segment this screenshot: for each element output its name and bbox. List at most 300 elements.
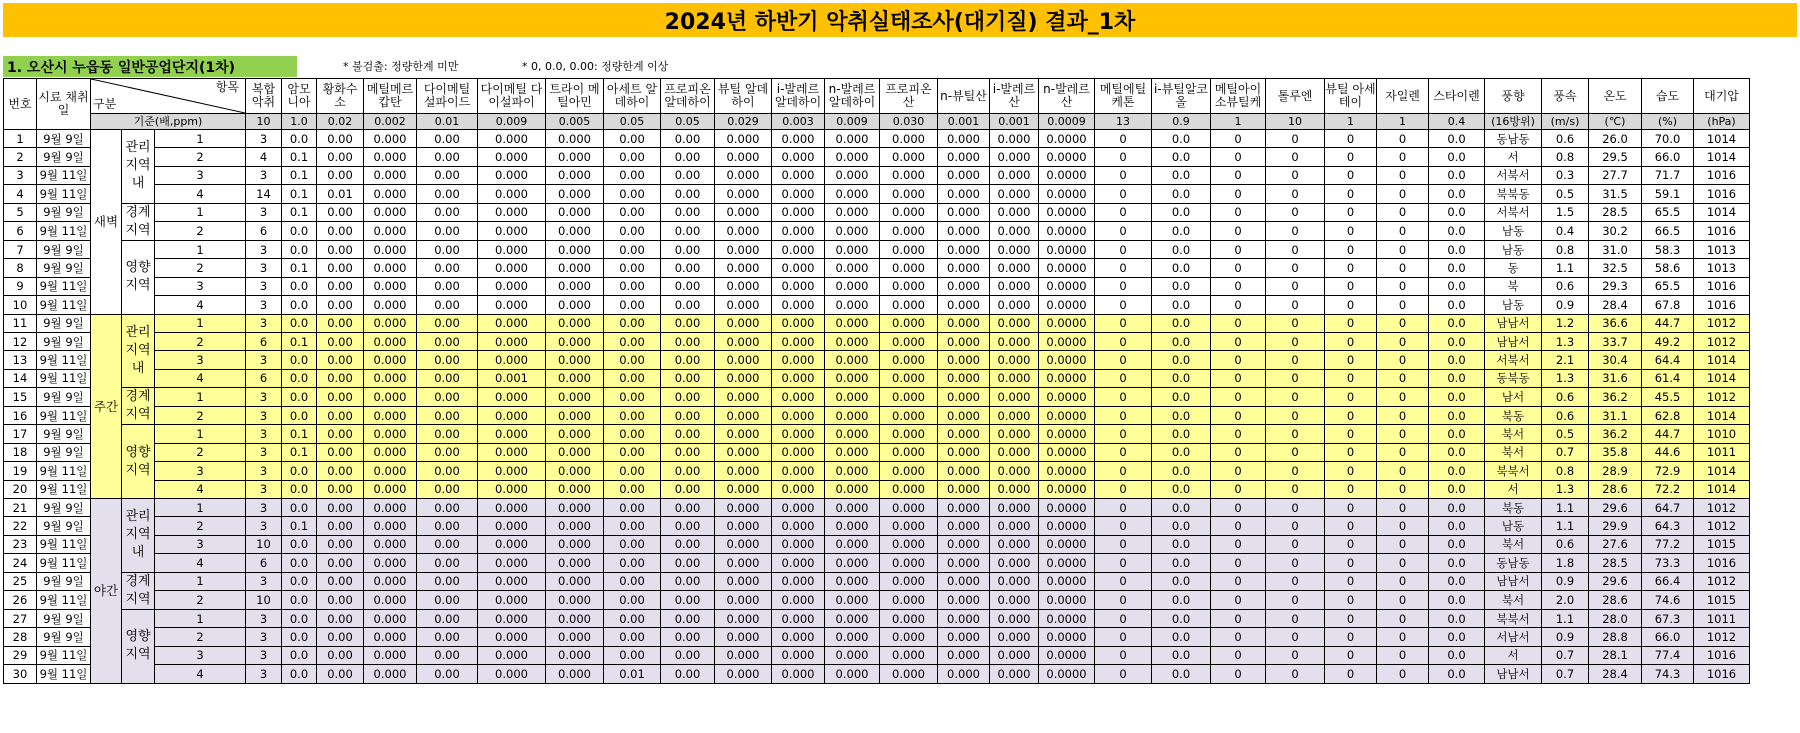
- row-value-17: 0.0: [1152, 166, 1211, 184]
- row-value-17: 0.0: [1152, 277, 1211, 295]
- row-value-22: 0.0: [1429, 203, 1485, 222]
- row-value-8: 0.00: [661, 535, 715, 553]
- row-no: 12: [4, 332, 37, 350]
- row-value-19: 0: [1266, 554, 1325, 572]
- row-value-13: 0.000: [938, 277, 990, 295]
- row-value-16: 0: [1095, 351, 1152, 369]
- row-value-6: 0.000: [546, 443, 604, 461]
- row-value-24: 1.1: [1542, 609, 1589, 627]
- row-value-21: 0: [1377, 628, 1429, 646]
- standard-value-11: 0.009: [825, 114, 880, 130]
- row-value-22: 0.0: [1429, 240, 1485, 258]
- row-value-7: 0.00: [604, 351, 661, 369]
- row-value-4: 0.00: [417, 148, 478, 166]
- row-value-2: 0.00: [317, 332, 364, 350]
- row-value-0: 4: [246, 148, 282, 166]
- row-date: 9월 9일: [37, 203, 91, 222]
- row-value-5: 0.000: [478, 240, 546, 258]
- row-value-16: 0: [1095, 185, 1152, 203]
- row-value-7: 0.00: [604, 277, 661, 295]
- row-value-23: 북동: [1485, 406, 1542, 425]
- row-value-14: 0.000: [990, 332, 1039, 350]
- row-value-10: 0.000: [772, 185, 825, 203]
- row-value-12: 0.000: [880, 314, 938, 332]
- row-value-4: 0.00: [417, 517, 478, 535]
- row-value-15: 0.0000: [1039, 499, 1095, 517]
- row-value-7: 0.00: [604, 166, 661, 184]
- row-value-16: 0: [1095, 480, 1152, 498]
- row-value-2: 0.00: [317, 480, 364, 498]
- row-value-13: 0.000: [938, 388, 990, 407]
- row-value-10: 0.000: [772, 240, 825, 258]
- row-value-0: 10: [246, 535, 282, 553]
- row-value-18: 0: [1211, 462, 1266, 480]
- row-value-17: 0.0: [1152, 406, 1211, 425]
- row-value-17: 0.0: [1152, 222, 1211, 241]
- row-value-9: 0.000: [715, 314, 772, 332]
- row-value-26: 77.2: [1642, 535, 1694, 553]
- table-row: [4, 203, 1750, 222]
- row-value-23: 동남동: [1485, 554, 1542, 572]
- row-value-0: 3: [246, 259, 282, 277]
- row-value-3: 0.000: [364, 535, 417, 553]
- row-value-18: 0: [1211, 609, 1266, 627]
- row-value-5: 0.000: [478, 222, 546, 241]
- row-value-11: 0.000: [825, 130, 880, 148]
- row-value-8: 0.00: [661, 203, 715, 222]
- row-value-4: 0.00: [417, 462, 478, 480]
- row-value-16: 0: [1095, 166, 1152, 184]
- row-value-11: 0.000: [825, 388, 880, 407]
- row-value-23: 남동: [1485, 240, 1542, 258]
- row-value-1: 0.0: [282, 351, 317, 369]
- row-date: 9월 11일: [37, 277, 91, 295]
- row-value-3: 0.000: [364, 628, 417, 646]
- row-value-16: 0: [1095, 425, 1152, 443]
- row-value-1: 0.0: [282, 462, 317, 480]
- row-value-18: 0: [1211, 222, 1266, 241]
- row-value-24: 1.3: [1542, 332, 1589, 350]
- row-value-20: 0: [1325, 277, 1377, 295]
- row-value-14: 0.000: [990, 572, 1039, 591]
- row-value-5: 0.000: [478, 277, 546, 295]
- row-point: 4: [155, 185, 246, 203]
- row-value-16: 0: [1095, 130, 1152, 148]
- row-value-24: 0.6: [1542, 130, 1589, 148]
- row-value-21: 0: [1377, 296, 1429, 314]
- row-value-21: 0: [1377, 240, 1429, 258]
- table-row: [4, 609, 1750, 627]
- row-date: 9월 9일: [37, 314, 91, 332]
- row-value-12: 0.000: [880, 166, 938, 184]
- row-point: 4: [155, 296, 246, 314]
- row-value-4: 0.00: [417, 296, 478, 314]
- row-value-13: 0.000: [938, 148, 990, 166]
- row-value-16: 0: [1095, 609, 1152, 627]
- row-value-15: 0.0000: [1039, 296, 1095, 314]
- row-value-22: 0.0: [1429, 166, 1485, 184]
- row-value-12: 0.000: [880, 554, 938, 572]
- row-value-26: 65.5: [1642, 203, 1694, 222]
- row-value-3: 0.000: [364, 332, 417, 350]
- row-value-9: 0.000: [715, 277, 772, 295]
- row-value-22: 0.0: [1429, 388, 1485, 407]
- row-value-0: 3: [246, 314, 282, 332]
- row-no: 4: [4, 185, 37, 203]
- row-point: 2: [155, 259, 246, 277]
- row-value-2: 0.00: [317, 499, 364, 517]
- row-value-1: 0.0: [282, 314, 317, 332]
- row-value-13: 0.000: [938, 259, 990, 277]
- row-point: 1: [155, 499, 246, 517]
- row-point: 1: [155, 609, 246, 627]
- row-value-16: 0: [1095, 517, 1152, 535]
- row-value-3: 0.000: [364, 148, 417, 166]
- row-value-0: 3: [246, 203, 282, 222]
- row-value-18: 0: [1211, 314, 1266, 332]
- standard-value-23: (16방위): [1485, 114, 1542, 130]
- row-value-17: 0.0: [1152, 628, 1211, 646]
- standard-value-9: 0.029: [715, 114, 772, 130]
- row-value-3: 0.000: [364, 130, 417, 148]
- row-value-13: 0.000: [938, 554, 990, 572]
- row-value-26: 66.0: [1642, 148, 1694, 166]
- row-value-11: 0.000: [825, 535, 880, 553]
- row-value-18: 0: [1211, 646, 1266, 664]
- row-value-18: 0: [1211, 406, 1266, 425]
- standard-value-2: 0.02: [317, 114, 364, 130]
- table-row: [4, 591, 1750, 610]
- row-value-7: 0.00: [604, 130, 661, 148]
- standard-value-27: (hPa): [1694, 114, 1750, 130]
- header-col-5: 다이메틸 다이설파이: [478, 79, 546, 114]
- row-value-10: 0.000: [772, 665, 825, 683]
- row-value-6: 0.000: [546, 628, 604, 646]
- row-value-21: 0: [1377, 351, 1429, 369]
- row-value-19: 0: [1266, 609, 1325, 627]
- row-value-20: 0: [1325, 499, 1377, 517]
- row-date: 9월 9일: [37, 332, 91, 350]
- row-value-9: 0.000: [715, 443, 772, 461]
- row-value-17: 0.0: [1152, 480, 1211, 498]
- row-value-4: 0.00: [417, 332, 478, 350]
- row-value-11: 0.000: [825, 222, 880, 241]
- row-value-5: 0.000: [478, 351, 546, 369]
- table-row: [4, 222, 1750, 241]
- row-value-25: 29.3: [1589, 277, 1642, 295]
- row-value-24: 2.0: [1542, 591, 1589, 610]
- row-value-17: 0.0: [1152, 591, 1211, 610]
- row-date: 9월 11일: [37, 535, 91, 553]
- row-value-22: 0.0: [1429, 517, 1485, 535]
- row-value-11: 0.000: [825, 332, 880, 350]
- row-value-10: 0.000: [772, 369, 825, 387]
- row-value-4: 0.00: [417, 203, 478, 222]
- row-no: 6: [4, 222, 37, 241]
- row-value-0: 3: [246, 609, 282, 627]
- row-value-10: 0.000: [772, 222, 825, 241]
- row-value-16: 0: [1095, 554, 1152, 572]
- row-value-2: 0.00: [317, 425, 364, 443]
- row-value-7: 0.00: [604, 499, 661, 517]
- row-value-16: 0: [1095, 203, 1152, 222]
- row-value-5: 0.000: [478, 296, 546, 314]
- row-value-5: 0.000: [478, 554, 546, 572]
- table-row: [4, 185, 1750, 203]
- row-value-5: 0.000: [478, 591, 546, 610]
- row-no: 28: [4, 628, 37, 646]
- row-value-10: 0.000: [772, 499, 825, 517]
- row-value-9: 0.000: [715, 480, 772, 498]
- row-value-15: 0.0000: [1039, 277, 1095, 295]
- row-value-1: 0.1: [282, 425, 317, 443]
- row-value-13: 0.000: [938, 240, 990, 258]
- row-value-27: 1015: [1694, 535, 1750, 553]
- row-value-7: 0.00: [604, 628, 661, 646]
- row-value-7: 0.01: [604, 665, 661, 683]
- row-value-2: 0.00: [317, 240, 364, 258]
- row-value-17: 0.0: [1152, 203, 1211, 222]
- row-value-16: 0: [1095, 148, 1152, 166]
- row-point: 2: [155, 406, 246, 425]
- row-value-7: 0.00: [604, 443, 661, 461]
- row-date: 9월 9일: [37, 240, 91, 258]
- row-value-14: 0.000: [990, 535, 1039, 553]
- header-col-18: 메틸아이 소뷰틸케: [1211, 79, 1266, 114]
- row-value-5: 0.000: [478, 388, 546, 407]
- row-value-12: 0.000: [880, 351, 938, 369]
- row-value-19: 0: [1266, 240, 1325, 258]
- row-value-14: 0.000: [990, 314, 1039, 332]
- row-value-1: 0.0: [282, 296, 317, 314]
- row-value-9: 0.000: [715, 222, 772, 241]
- row-value-10: 0.000: [772, 406, 825, 425]
- row-value-3: 0.000: [364, 351, 417, 369]
- row-value-9: 0.000: [715, 185, 772, 203]
- row-point: 2: [155, 332, 246, 350]
- row-point: 3: [155, 535, 246, 553]
- row-value-17: 0.0: [1152, 185, 1211, 203]
- row-value-15: 0.0000: [1039, 148, 1095, 166]
- row-value-9: 0.000: [715, 425, 772, 443]
- row-value-20: 0: [1325, 259, 1377, 277]
- row-value-6: 0.000: [546, 388, 604, 407]
- row-value-16: 0: [1095, 406, 1152, 425]
- row-value-7: 0.00: [604, 535, 661, 553]
- row-value-22: 0.0: [1429, 351, 1485, 369]
- row-value-6: 0.000: [546, 240, 604, 258]
- row-value-4: 0.00: [417, 443, 478, 461]
- row-value-4: 0.00: [417, 425, 478, 443]
- row-value-0: 3: [246, 517, 282, 535]
- row-value-10: 0.000: [772, 203, 825, 222]
- row-value-11: 0.000: [825, 314, 880, 332]
- row-value-0: 3: [246, 277, 282, 295]
- table-row: [4, 332, 1750, 350]
- header-col-8: 프로피온 알데하이: [661, 79, 715, 114]
- row-value-23: 남서: [1485, 388, 1542, 407]
- row-value-22: 0.0: [1429, 277, 1485, 295]
- row-value-7: 0.00: [604, 369, 661, 387]
- row-value-18: 0: [1211, 572, 1266, 591]
- row-value-11: 0.000: [825, 609, 880, 627]
- row-value-10: 0.000: [772, 130, 825, 148]
- row-value-13: 0.000: [938, 535, 990, 553]
- row-no: 23: [4, 535, 37, 553]
- row-value-1: 0.1: [282, 259, 317, 277]
- row-value-27: 1014: [1694, 480, 1750, 498]
- table-row: [4, 240, 1750, 258]
- row-value-2: 0.00: [317, 277, 364, 295]
- row-value-21: 0: [1377, 443, 1429, 461]
- row-value-2: 0.00: [317, 535, 364, 553]
- row-value-8: 0.00: [661, 628, 715, 646]
- row-value-16: 0: [1095, 296, 1152, 314]
- row-point: 1: [155, 425, 246, 443]
- row-value-25: 35.8: [1589, 443, 1642, 461]
- row-value-13: 0.000: [938, 369, 990, 387]
- row-value-13: 0.000: [938, 203, 990, 222]
- row-value-20: 0: [1325, 369, 1377, 387]
- row-value-21: 0: [1377, 535, 1429, 553]
- row-value-6: 0.000: [546, 591, 604, 610]
- row-value-8: 0.00: [661, 517, 715, 535]
- row-no: 11: [4, 314, 37, 332]
- row-date: 9월 9일: [37, 388, 91, 407]
- row-value-4: 0.00: [417, 369, 478, 387]
- header-col-24: 풍속: [1542, 79, 1589, 114]
- row-value-17: 0.0: [1152, 148, 1211, 166]
- row-value-12: 0.000: [880, 443, 938, 461]
- row-value-15: 0.0000: [1039, 240, 1095, 258]
- row-value-23: 북동: [1485, 499, 1542, 517]
- row-value-11: 0.000: [825, 628, 880, 646]
- row-value-14: 0.000: [990, 628, 1039, 646]
- row-value-5: 0.000: [478, 314, 546, 332]
- row-value-19: 0: [1266, 517, 1325, 535]
- row-value-0: 3: [246, 646, 282, 664]
- header-col-17: i-뷰틸알코올: [1152, 79, 1211, 114]
- row-value-12: 0.000: [880, 591, 938, 610]
- row-value-16: 0: [1095, 628, 1152, 646]
- row-value-6: 0.000: [546, 609, 604, 627]
- row-value-18: 0: [1211, 203, 1266, 222]
- row-value-20: 0: [1325, 572, 1377, 591]
- row-value-24: 0.8: [1542, 240, 1589, 258]
- row-point: 3: [155, 277, 246, 295]
- row-value-11: 0.000: [825, 369, 880, 387]
- row-value-1: 0.0: [282, 646, 317, 664]
- row-value-8: 0.00: [661, 609, 715, 627]
- row-value-15: 0.0000: [1039, 222, 1095, 241]
- row-value-25: 28.4: [1589, 296, 1642, 314]
- row-value-6: 0.000: [546, 332, 604, 350]
- row-value-16: 0: [1095, 572, 1152, 591]
- row-value-11: 0.000: [825, 572, 880, 591]
- row-value-14: 0.000: [990, 591, 1039, 610]
- row-value-19: 0: [1266, 646, 1325, 664]
- row-value-17: 0.0: [1152, 240, 1211, 258]
- row-value-15: 0.0000: [1039, 554, 1095, 572]
- header-col-13: n-뷰틸산: [938, 79, 990, 114]
- row-date: 9월 11일: [37, 296, 91, 314]
- row-value-5: 0.000: [478, 148, 546, 166]
- row-value-7: 0.00: [604, 554, 661, 572]
- row-value-14: 0.000: [990, 406, 1039, 425]
- row-value-8: 0.00: [661, 351, 715, 369]
- row-value-27: 1014: [1694, 148, 1750, 166]
- table-row: [4, 148, 1750, 166]
- row-value-8: 0.00: [661, 646, 715, 664]
- row-value-1: 0.0: [282, 609, 317, 627]
- table-row: [4, 369, 1750, 387]
- row-no: 10: [4, 296, 37, 314]
- row-value-10: 0.000: [772, 609, 825, 627]
- row-value-16: 0: [1095, 259, 1152, 277]
- time-group-label: 주간: [91, 314, 122, 499]
- row-value-18: 0: [1211, 554, 1266, 572]
- row-value-9: 0.000: [715, 406, 772, 425]
- row-value-6: 0.000: [546, 517, 604, 535]
- row-value-22: 0.0: [1429, 314, 1485, 332]
- row-value-21: 0: [1377, 314, 1429, 332]
- row-value-5: 0.000: [478, 425, 546, 443]
- table-row: [4, 388, 1750, 407]
- row-value-4: 0.00: [417, 572, 478, 591]
- row-value-5: 0.000: [478, 406, 546, 425]
- row-value-17: 0.0: [1152, 259, 1211, 277]
- row-value-19: 0: [1266, 277, 1325, 295]
- section-title: 1. 오산시 누읍동 일반공업단지(1차): [3, 56, 297, 77]
- row-value-27: 1012: [1694, 314, 1750, 332]
- row-value-3: 0.000: [364, 369, 417, 387]
- note-not-detected: * 불검출: 정량한계 미만: [343, 60, 459, 73]
- row-value-25: 31.6: [1589, 369, 1642, 387]
- row-value-15: 0.0000: [1039, 425, 1095, 443]
- row-value-14: 0.000: [990, 646, 1039, 664]
- row-value-8: 0.00: [661, 259, 715, 277]
- row-value-24: 0.7: [1542, 665, 1589, 683]
- row-point: 2: [155, 222, 246, 241]
- row-value-1: 0.0: [282, 535, 317, 553]
- row-value-11: 0.000: [825, 665, 880, 683]
- row-value-10: 0.000: [772, 314, 825, 332]
- row-value-27: 1011: [1694, 609, 1750, 627]
- row-value-12: 0.000: [880, 628, 938, 646]
- row-value-2: 0.00: [317, 443, 364, 461]
- row-value-18: 0: [1211, 443, 1266, 461]
- row-value-1: 0.0: [282, 130, 317, 148]
- row-date: 9월 11일: [37, 665, 91, 683]
- row-value-14: 0.000: [990, 499, 1039, 517]
- row-value-10: 0.000: [772, 591, 825, 610]
- row-value-25: 30.2: [1589, 222, 1642, 241]
- row-value-4: 0.00: [417, 222, 478, 241]
- row-value-2: 0.01: [317, 185, 364, 203]
- row-value-5: 0.000: [478, 166, 546, 184]
- row-value-6: 0.000: [546, 185, 604, 203]
- row-value-23: 동남동: [1485, 130, 1542, 148]
- table-row: [4, 296, 1750, 314]
- row-value-9: 0.000: [715, 130, 772, 148]
- row-value-16: 0: [1095, 535, 1152, 553]
- row-value-13: 0.000: [938, 296, 990, 314]
- row-value-8: 0.00: [661, 277, 715, 295]
- row-value-5: 0.000: [478, 646, 546, 664]
- row-value-5: 0.000: [478, 499, 546, 517]
- row-value-15: 0.0000: [1039, 314, 1095, 332]
- row-no: 17: [4, 425, 37, 443]
